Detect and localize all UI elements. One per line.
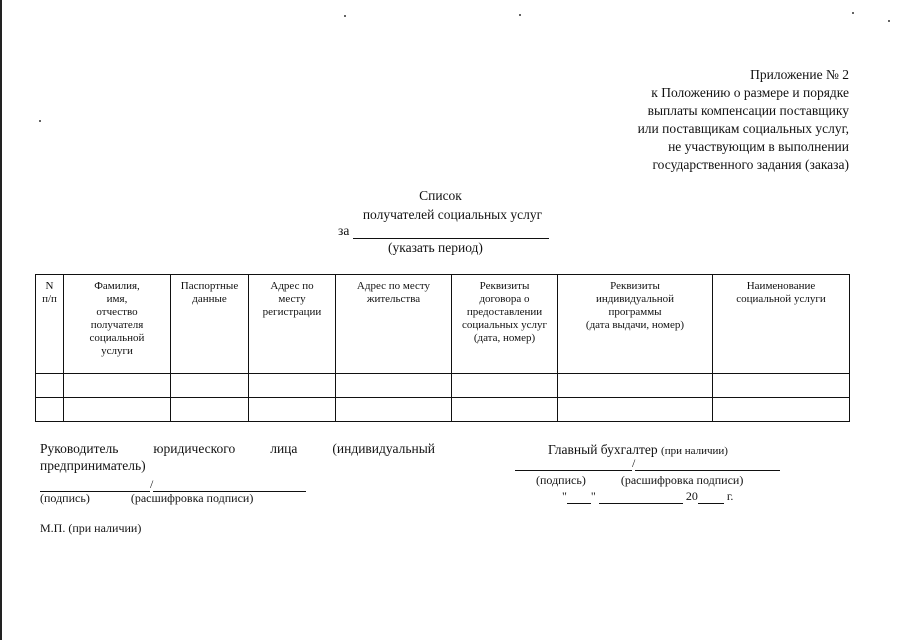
head-label-word: Руководитель [40,441,119,456]
date-field [562,489,733,504]
table-cell [249,374,336,398]
caption-decode: (расшифровка подписи) [130,491,254,505]
table-cell [558,374,713,398]
accountant-title: Главный бухгалтер [548,442,658,457]
scan-speck [519,14,521,16]
date-close-quote: " [590,489,596,503]
document-subtitle: получателей социальных услуг [362,207,543,222]
recipients-table [35,274,850,422]
scan-speck [344,15,346,17]
date-open-quote: " [562,489,567,503]
appendix-line: к Положению о размере и порядке [651,85,849,100]
header-service-name: Наименование социальной услуги [713,275,850,374]
document-title: Список [419,188,462,203]
signature-blank [515,456,632,471]
table-cell [171,374,249,398]
table-cell [36,398,64,422]
table-cell [713,374,850,398]
scan-speck [888,20,890,22]
table-cell [36,374,64,398]
appendix-line: не участвующим в выполнении [668,139,849,154]
period-blank-line [353,223,549,239]
caption-signature: (подпись) [536,473,586,487]
header-residence-address: Адрес по месту жительства [336,275,452,374]
table-cell [171,398,249,422]
accountant-note: (при наличии) [661,445,728,457]
decode-blank [635,456,780,471]
caption-decode: (расшифровка подписи) [620,473,744,487]
accountant-signature-captions [536,473,743,488]
period-prefix: за [338,223,350,238]
scan-speck [852,12,854,14]
accountant-signature-line [515,456,780,471]
signature-slash: / [150,477,154,491]
table-cell [558,398,713,422]
year-prefix: 20 [685,489,698,503]
header-program-details: Реквизиты индивидуальной программы (дата выдачи, номер) [558,275,713,374]
table-cell [452,374,558,398]
head-label-line2: предприниматель) [40,458,146,473]
table-header-row [36,275,850,374]
signature-slash: / [632,456,636,470]
day-blank [567,492,591,504]
table-cell [64,374,171,398]
header-full-name: Фамилия, имя, отчество получателя социальной услуги [64,275,171,374]
header-registration-address: Адрес по месту регистрации [249,275,336,374]
head-label-word: (индивидуальный [332,441,435,456]
page-edge [0,0,2,640]
period-field [338,223,549,239]
table-cell [452,398,558,422]
year-suffix: г. [726,489,734,503]
head-signature-line [40,477,306,492]
period-hint: (указать период) [388,240,483,255]
header-contract-details: Реквизиты договора о предоставлении социальных услуг (дата, номер) [452,275,558,374]
stamp-place: М.П. (при наличии) [40,521,142,535]
head-label-word: юридического [153,441,236,456]
caption-signature: (подпись) [40,491,90,505]
appendix-line: или поставщикам социальных услуг, [637,121,849,136]
table-cell [336,398,452,422]
table-cell [713,398,850,422]
head-signature-label [40,440,435,474]
table-cell [249,398,336,422]
header-passport: Паспортные данные [171,275,249,374]
table-row [36,374,850,398]
appendix-line: Приложение № 2 [750,67,849,82]
head-label-word: лица [270,441,298,456]
year-blank [698,492,724,504]
month-blank [599,492,683,504]
appendix-line: выплаты компенсации поставщику [647,103,849,118]
appendix-line: государственного задания (заказа) [652,157,849,172]
head-signature-captions [40,491,253,506]
scan-speck [39,120,41,122]
table-row [36,398,850,422]
appendix-header [509,66,849,174]
table-cell [336,374,452,398]
table-cell [64,398,171,422]
header-number: N п/п [36,275,64,374]
